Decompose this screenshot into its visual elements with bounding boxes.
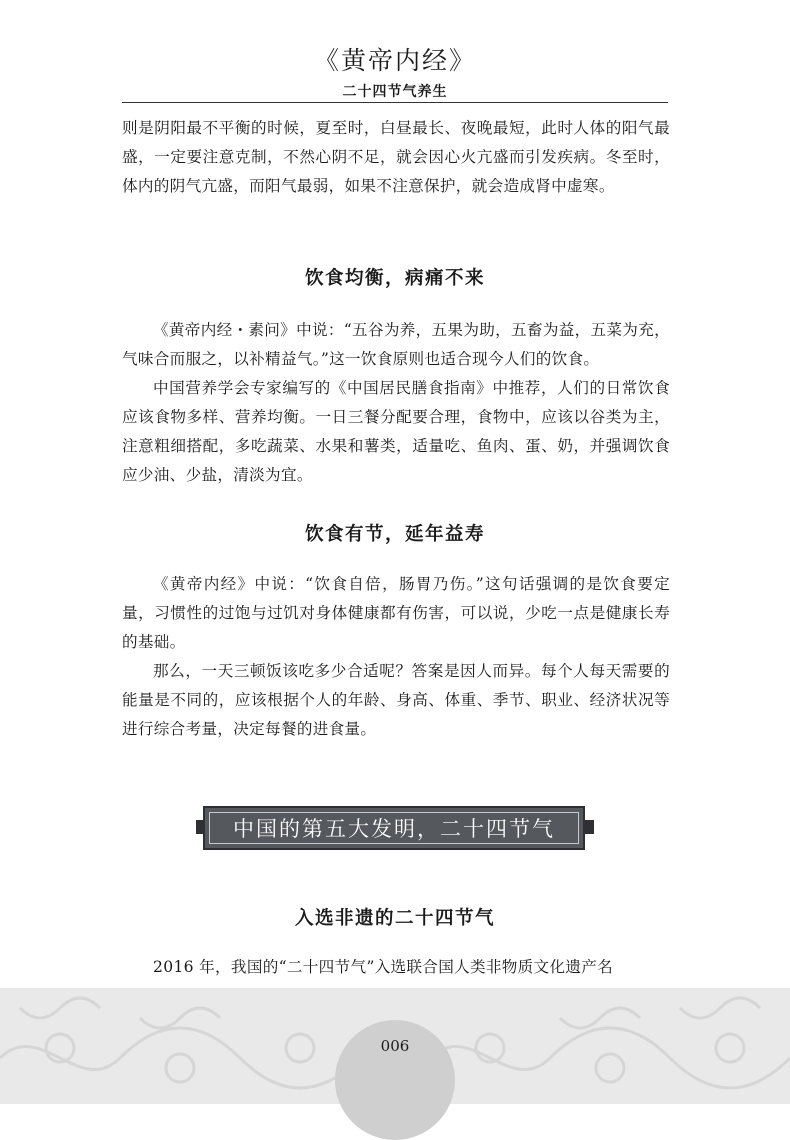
paragraph: 那么，一天三顿饭该吃多少合适呢？答案是因人而异。每个人每天需要的能量是不同的，应该根据个人的年龄、身高、体重、季节、职业、经济状况等进行综合考量，决定每餐的进食量。 xyxy=(122,662,670,738)
paragraph: 中国营养学会专家编写的《中国居民膳食指南》中推荐，人们的日常饮食应该食物多样、营养均衡。一日三餐分配要合理，食物中，应该以谷类为主，注意粗细搭配，多吃蔬菜、水果和薯类，适量吃、鱼肉、蛋、奶，并强调饮食应少油、少盐，清淡为宜。 xyxy=(122,379,670,484)
paragraph: 《黄帝内经》中说：“饮食自倍，肠胃乃伤。”这句话强调的是饮食要定量，习惯性的过饱与过饥对身体健康都有伤害，可以说，少吃一点是健康长寿的基础。 xyxy=(122,575,670,651)
section-heading-moderate-eating: 饮食有节，延年益寿 xyxy=(304,524,485,545)
banner-box xyxy=(203,806,585,850)
chapter-banner xyxy=(0,806,790,858)
chapter-subtitle: 二十四节气养生 xyxy=(342,84,448,100)
intro-paragraph: 则是阴阳最不平衡的时候，夏至时，白昼最长、夜晚最短，此时人体的阳气最盛，一定要注意克制，不然心阴不足，就会因心火亢盛而引发疾病。冬至时，体内的阴气亢盛，而阳气最弱，如果不注意保护，就会造成肾中虚寒。 xyxy=(122,119,670,195)
banner-title: 中国的第五大发明，二十四节气 xyxy=(233,817,555,841)
header-divider xyxy=(122,102,668,103)
paragraph: 《黄帝内经・素问》中说：“五谷为养，五果为助，五畜为益，五菜为充，气味合而服之，以补精益气。”这一饮食原则也适合现今人们的饮食。 xyxy=(122,321,670,368)
banner-ornament xyxy=(584,820,594,834)
paragraph: 2016 年，我国的“二十四节气”入选联合国人类非物质文化遗产名 xyxy=(153,958,614,976)
book-title: 《黄帝内经》 xyxy=(313,46,476,75)
section-heading-balanced-diet: 饮食均衡，病痛不来 xyxy=(304,268,485,289)
section-heading-heritage: 入选非遗的二十四节气 xyxy=(294,908,495,929)
page-number: 006 xyxy=(380,1037,410,1055)
running-header xyxy=(0,44,790,101)
